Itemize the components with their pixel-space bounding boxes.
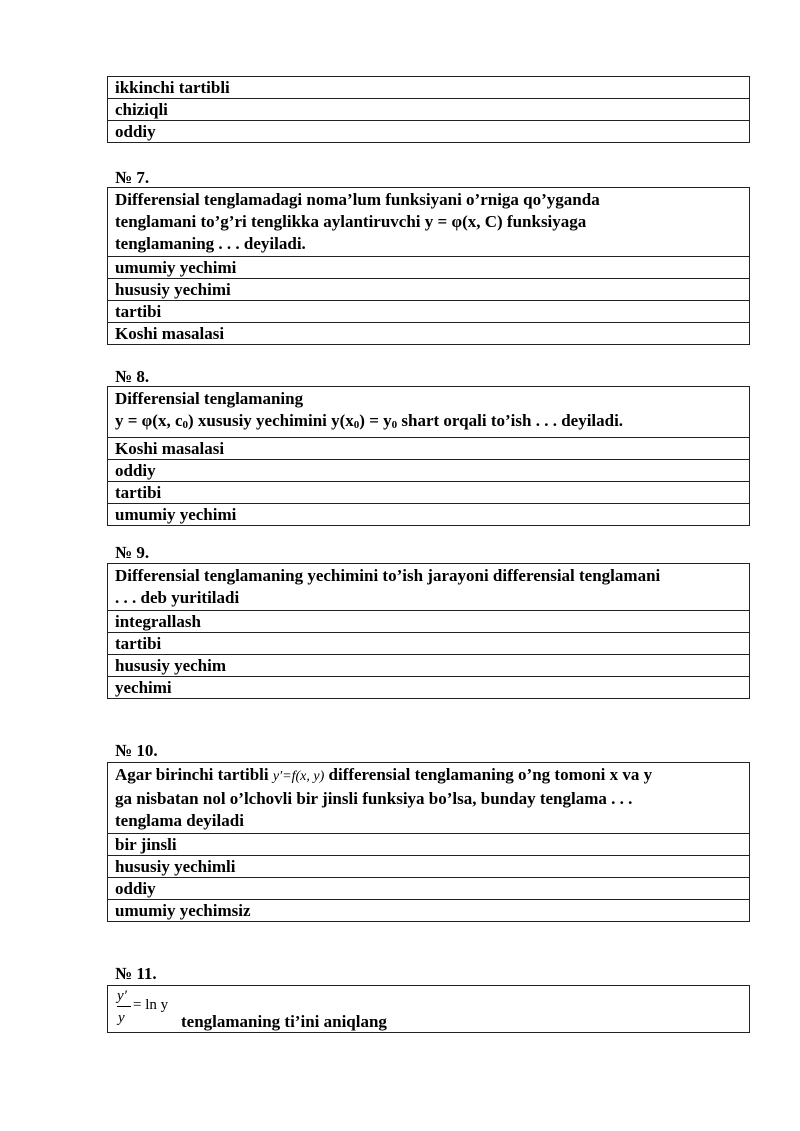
question-line: tenglama deyiladi [115, 811, 244, 830]
question-line: tenglamani to’g’ri tenglikka aylantiruvchi y = φ(x, C) funksiyaga [115, 212, 587, 231]
fraction-bar [117, 1006, 131, 1007]
question-text [107, 762, 750, 834]
question-number: № 7. [115, 168, 150, 187]
option-row[interactable]: tartibi [107, 301, 750, 323]
question-block-7 [107, 187, 750, 345]
question-block-top [107, 76, 750, 143]
option-row[interactable]: tartibi [107, 633, 750, 655]
option-row[interactable]: umumiy yechimsiz [107, 900, 750, 922]
question-line: Differensial tenglamadagi noma’lum funksiyani o’rniga qo’yganda [115, 190, 600, 209]
fraction-denominator: y [118, 1010, 125, 1026]
question-block-10 [107, 762, 750, 922]
option-row[interactable]: umumiy yechimi [107, 504, 750, 526]
question-text [107, 386, 750, 438]
question-line: . . . deb yuritiladi [115, 588, 240, 607]
fraction-numerator: y′ [117, 988, 127, 1004]
option-row[interactable]: hususiy yechimli [107, 856, 750, 878]
question-line: Differensial tenglamaning yechimini to’ish jarayoni differensial tenglamani [115, 566, 661, 585]
option-row[interactable]: umumiy yechimi [107, 257, 750, 279]
fraction-rhs: = ln y [133, 997, 169, 1013]
question-block-8 [107, 386, 750, 526]
option-row[interactable]: chiziqli [107, 99, 750, 121]
option-row[interactable]: Koshi masalasi [107, 438, 750, 460]
option-row[interactable]: tartibi [107, 482, 750, 504]
option-row[interactable]: bir jinsli [107, 834, 750, 856]
question-line: Differensial tenglamaning [115, 389, 304, 408]
option-row[interactable]: ikkinchi tartibli [107, 76, 750, 99]
question-line: Agar birinchi tartibli y′=f(x, y) differensial tenglamaning o’ng tomoni x va y [115, 765, 653, 784]
option-row[interactable]: yechimi [107, 677, 750, 699]
question-line: y = φ(x, $c_0$) xususiy yechimini $y(x_0) = y_0$ shart orqali to’ish . . . deyiladi. [115, 411, 624, 431]
option-row[interactable]: oddiy [107, 460, 750, 482]
option-row[interactable]: hususiy yechim [107, 655, 750, 677]
question-number: № 10. [115, 741, 158, 760]
question-text: tenglamaning ti’ini aniqlang [181, 1012, 387, 1031]
question-number: № 9. [115, 543, 150, 562]
question-line: ga nisbatan nol o’lchovli bir jinsli funksiya bo’lsa, bunday tenglama . . . [115, 789, 633, 808]
question-number: № 8. [115, 367, 150, 386]
option-row[interactable]: oddiy [107, 121, 750, 143]
question-number: № 11. [115, 964, 157, 983]
question-text [107, 563, 750, 611]
question-text [107, 187, 750, 257]
option-row[interactable]: integrallash [107, 611, 750, 633]
option-row[interactable]: oddiy [107, 878, 750, 900]
question-block-11 [107, 985, 750, 1033]
formula: y′=f(x, y) [272, 769, 325, 784]
question-block-9 [107, 563, 750, 699]
question-line: tenglamaning . . . deyiladi. [115, 234, 306, 253]
option-row[interactable]: hususiy yechimi [107, 279, 750, 301]
option-row[interactable]: Koshi masalasi [107, 323, 750, 345]
